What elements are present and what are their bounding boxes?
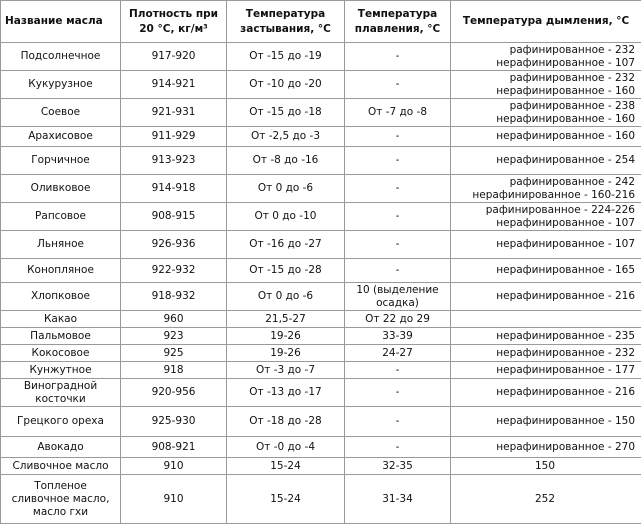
congeal-temp: От -15 до -19 (227, 43, 345, 71)
table-row (1, 328, 641, 345)
density: 926-936 (121, 231, 227, 259)
oil-name: Соевое (1, 99, 121, 127)
congeal-temp: От 0 до -10 (227, 203, 345, 231)
oil-name: Виноградной косточки (1, 379, 121, 407)
density: 921-931 (121, 99, 227, 127)
smoke-line-refined: рафинированное - 242 (455, 176, 635, 189)
melt-temp: - (345, 259, 451, 283)
header-melt-temp: Температура плавления, °С (345, 1, 451, 43)
oil-name: Хлопковое (1, 283, 121, 311)
smoke-temp (451, 99, 641, 127)
density: 908-921 (121, 437, 227, 458)
oil-name: Конопляное (1, 259, 121, 283)
density: 917-920 (121, 43, 227, 71)
congeal-temp: 19-26 (227, 328, 345, 345)
oil-name: Авокадо (1, 437, 121, 458)
header-smoke-temp: Температура дымления, °С (451, 1, 641, 43)
melt-temp: - (345, 203, 451, 231)
smoke-temp: нерафинированное - 107 (451, 231, 641, 259)
table-row (1, 71, 641, 99)
smoke-line-unrefined: нерафинированное - 160-216 (455, 189, 635, 202)
smoke-temp (451, 311, 641, 328)
table-row (1, 345, 641, 362)
oil-name: Топленое сливочное масло, масло гхи (1, 475, 121, 524)
smoke-temp: нерафинированное - 216 (451, 283, 641, 311)
density: 923 (121, 328, 227, 345)
smoke-temp: нерафинированное - 150 (451, 407, 641, 437)
oil-name: Подсолнечное (1, 43, 121, 71)
melt-temp: 10 (выделение осадка) (345, 283, 451, 311)
congeal-temp: 21,5-27 (227, 311, 345, 328)
oil-name: Кокосовое (1, 345, 121, 362)
melt-temp: От 22 до 29 (345, 311, 451, 328)
table-row (1, 407, 641, 437)
smoke-temp: нерафинированное - 216 (451, 379, 641, 407)
smoke-line-unrefined: нерафинированное - 107 (455, 57, 635, 70)
oil-name: Арахисовое (1, 127, 121, 147)
smoke-line-unrefined: нерафинированное - 160 (455, 85, 635, 98)
table-row (1, 283, 641, 311)
melt-temp: 32-35 (345, 458, 451, 475)
header-density: Плотность при 20 °С, кг/м³ (121, 1, 227, 43)
table-row (1, 43, 641, 71)
melt-temp: - (345, 147, 451, 175)
density: 910 (121, 475, 227, 524)
smoke-line-refined: рафинированное - 232 (455, 44, 635, 57)
melt-temp: - (345, 175, 451, 203)
congeal-temp: 15-24 (227, 458, 345, 475)
smoke-temp: нерафинированное - 177 (451, 362, 641, 379)
smoke-line-unrefined: нерафинированное - 160 (455, 113, 635, 126)
table-row (1, 147, 641, 175)
density: 908-915 (121, 203, 227, 231)
melt-temp: - (345, 127, 451, 147)
congeal-temp: От -16 до -27 (227, 231, 345, 259)
smoke-temp: 252 (451, 475, 641, 524)
table-row (1, 311, 641, 328)
table-row (1, 458, 641, 475)
table-row (1, 259, 641, 283)
table-row (1, 127, 641, 147)
oil-name: Горчичное (1, 147, 121, 175)
melt-temp: От -7 до -8 (345, 99, 451, 127)
oil-name: Оливковое (1, 175, 121, 203)
congeal-temp: От -8 до -16 (227, 147, 345, 175)
oil-name: Кукурузное (1, 71, 121, 99)
melt-temp: - (345, 231, 451, 259)
density: 910 (121, 458, 227, 475)
oil-name: Грецкого ореха (1, 407, 121, 437)
header-row (1, 1, 641, 43)
table-row (1, 99, 641, 127)
smoke-temp (451, 43, 641, 71)
smoke-line-refined: рафинированное - 224-226 (455, 204, 635, 217)
density: 920-956 (121, 379, 227, 407)
congeal-temp: От -18 до -28 (227, 407, 345, 437)
oil-name: Сливочное масло (1, 458, 121, 475)
density: 913-923 (121, 147, 227, 175)
congeal-temp: От -3 до -7 (227, 362, 345, 379)
congeal-temp: От -0 до -4 (227, 437, 345, 458)
table-row (1, 203, 641, 231)
congeal-temp: От 0 до -6 (227, 283, 345, 311)
density: 925-930 (121, 407, 227, 437)
table-row (1, 231, 641, 259)
congeal-temp: От -15 до -28 (227, 259, 345, 283)
oil-name: Рапсовое (1, 203, 121, 231)
oil-name: Льняное (1, 231, 121, 259)
smoke-temp: нерафинированное - 270 (451, 437, 641, 458)
congeal-temp: От 0 до -6 (227, 175, 345, 203)
melt-temp: - (345, 437, 451, 458)
smoke-line-unrefined: нерафинированное - 107 (455, 217, 635, 230)
table-row (1, 362, 641, 379)
oil-name: Пальмовое (1, 328, 121, 345)
header-congeal-temp: Температура застывания, °С (227, 1, 345, 43)
congeal-temp: 15-24 (227, 475, 345, 524)
table-row (1, 475, 641, 524)
oil-name: Кунжутное (1, 362, 121, 379)
header-oil-name: Название масла (1, 1, 121, 43)
smoke-line-refined: рафинированное - 238 (455, 100, 635, 113)
density: 925 (121, 345, 227, 362)
congeal-temp: От -10 до -20 (227, 71, 345, 99)
melt-temp: - (345, 43, 451, 71)
congeal-temp: От -2,5 до -3 (227, 127, 345, 147)
smoke-temp: нерафинированное - 254 (451, 147, 641, 175)
melt-temp: - (345, 407, 451, 437)
smoke-line-refined: рафинированное - 232 (455, 72, 635, 85)
smoke-temp (451, 203, 641, 231)
smoke-temp (451, 71, 641, 99)
smoke-temp: нерафинированное - 160 (451, 127, 641, 147)
smoke-temp: нерафинированное - 235 (451, 328, 641, 345)
congeal-temp: 19-26 (227, 345, 345, 362)
density: 914-921 (121, 71, 227, 99)
smoke-temp: нерафинированное - 232 (451, 345, 641, 362)
melt-temp: 33-39 (345, 328, 451, 345)
congeal-temp: От -15 до -18 (227, 99, 345, 127)
smoke-temp (451, 175, 641, 203)
smoke-temp: 150 (451, 458, 641, 475)
density: 922-932 (121, 259, 227, 283)
melt-temp: - (345, 379, 451, 407)
oil-name: Какао (1, 311, 121, 328)
melt-temp: 24-27 (345, 345, 451, 362)
density: 918 (121, 362, 227, 379)
density: 911-929 (121, 127, 227, 147)
melt-temp: - (345, 71, 451, 99)
table-row (1, 437, 641, 458)
melt-temp: 31-34 (345, 475, 451, 524)
smoke-temp: нерафинированное - 165 (451, 259, 641, 283)
density: 914-918 (121, 175, 227, 203)
table-row (1, 379, 641, 407)
melt-temp: - (345, 362, 451, 379)
density: 918-932 (121, 283, 227, 311)
density: 960 (121, 311, 227, 328)
congeal-temp: От -13 до -17 (227, 379, 345, 407)
table-row (1, 175, 641, 203)
